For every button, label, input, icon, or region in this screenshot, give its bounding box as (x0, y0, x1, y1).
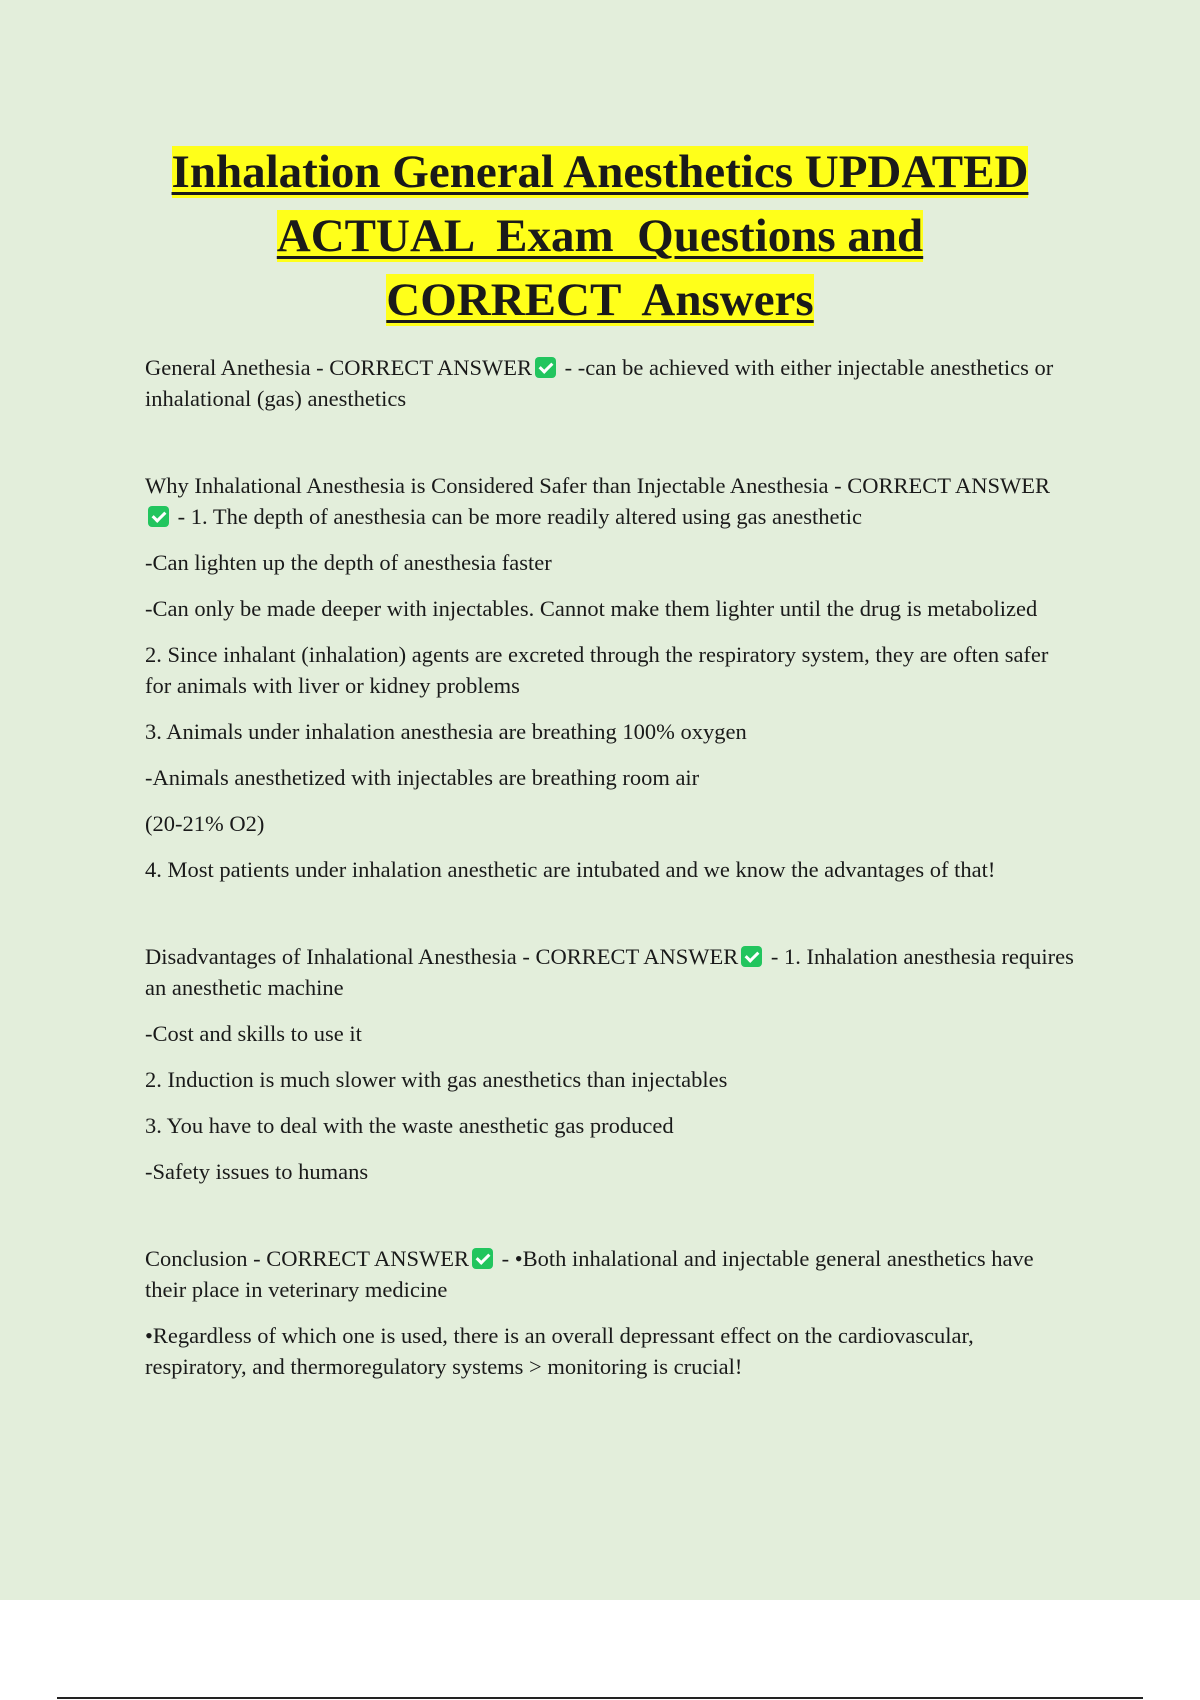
answer-text: - 1. Inhalation anesthesia requires an anesthetic machine (145, 944, 1074, 1000)
answer-line: •Regardless of which one is used, there is an overall depressant effect on the cardiovascular, respiratory, and thermoregulatory systems > monitoring is crucial! (145, 1323, 974, 1379)
check-square-icon (472, 1248, 493, 1269)
title-line-1: Inhalation General Anesthetics UPDATED (171, 146, 1029, 198)
document-title (100, 140, 1100, 332)
question-text: General Anethesia - CORRECT ANSWER (145, 355, 533, 380)
qa-item-disadvantages (145, 941, 1075, 1003)
answer-line: -Animals anesthetized with injectables are breathing room air (145, 765, 700, 790)
title-line-3: CORRECT Answers (386, 274, 814, 326)
answer-text: - -can be achieved with either injectable anesthetics or inhalational (gas) anesthetics (145, 355, 1054, 411)
title-line-2: ACTUAL Exam Questions and (276, 210, 924, 262)
answer-line: 2. Since inhalant (inhalation) agents are excreted through the respiratory system, they are often safer for animals with liver or kidney problems (145, 642, 1049, 698)
question-text: Disadvantages of Inhalational Anesthesia - CORRECT ANSWER (145, 944, 739, 969)
answer-line: -Can only be made deeper with injectables. Cannot make them lighter until the drug is metabolized (145, 596, 1038, 621)
answer-text: - 1. The depth of anesthesia can be more readily altered using gas anesthetic (172, 504, 862, 529)
answer-line: -Cost and skills to use it (145, 1021, 362, 1046)
answer-text: - •Both inhalational and injectable general anesthetics have their place in veterinary medicine (145, 1246, 1034, 1302)
qa-item-inhalational-safer (145, 470, 1075, 532)
check-square-icon (741, 946, 762, 967)
qa-item-conclusion (145, 1243, 1075, 1305)
answer-line: -Safety issues to humans (145, 1159, 369, 1184)
answer-line: -Can lighten up the depth of anesthesia faster (145, 550, 552, 575)
qa-item-general-anesthesia (145, 352, 1075, 414)
check-square-icon (148, 506, 169, 527)
qa-content (145, 352, 1075, 1397)
question-text: Conclusion - CORRECT ANSWER (145, 1246, 469, 1271)
footer-divider (57, 1697, 1143, 1699)
answer-line: (20-21% O2) (145, 811, 265, 836)
answer-line: 3. Animals under inhalation anesthesia are breathing 100% oxygen (145, 719, 747, 744)
check-square-icon (535, 357, 556, 378)
question-text: Why Inhalational Anesthesia is Considered Safer than Injectable Anesthesia - CORRECT ANSWER (145, 473, 1051, 498)
answer-line: 4. Most patients under inhalation anesthetic are intubated and we know the advantages of that! (145, 857, 996, 882)
answer-line: 3. You have to deal with the waste anesthetic gas produced (145, 1113, 674, 1138)
answer-line: 2. Induction is much slower with gas anesthetics than injectables (145, 1067, 728, 1092)
